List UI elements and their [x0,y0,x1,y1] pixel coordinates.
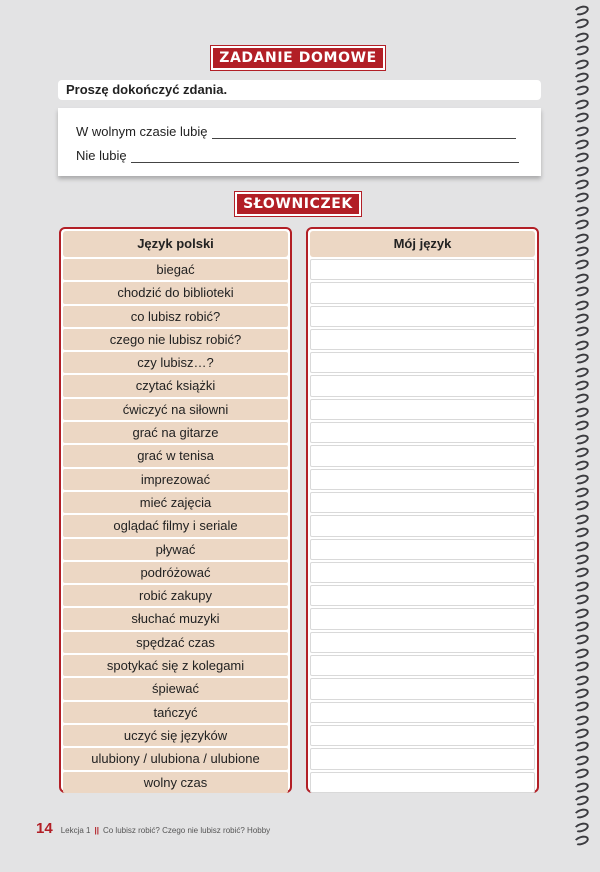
sentence-1-blank[interactable] [212,126,516,139]
lesson-label: Lekcja 1 [60,826,91,835]
spiral-coil-icon [572,272,589,285]
translation-cell[interactable] [310,632,535,653]
glossary-row: podróżować [63,562,288,583]
polish-column-header: Język polski [63,231,288,257]
spiral-coil-icon [572,365,589,378]
spiral-coil-icon [572,98,589,111]
glossary-row: czytać książki [63,375,288,396]
sentence-line-2 [76,148,519,163]
glossary-row: słuchać muzyki [63,608,288,629]
translation-cell[interactable] [310,282,535,303]
spiral-coil-icon [572,124,589,137]
glossary-row: spędzać czas [63,632,288,653]
glossary-row: mieć zajęcia [63,492,288,513]
spiral-coil-icon [572,84,589,97]
translation-cell[interactable] [310,655,535,676]
spiral-coil-icon [572,473,589,486]
spiral-coil-icon [572,419,589,432]
glossary-row: grać w tenisa [63,445,288,466]
spiral-coil-icon [572,232,589,245]
spiral-coil-icon [572,446,589,459]
glossary-row: spotykać się z kolegami [63,655,288,676]
translation-cell[interactable] [310,725,535,746]
glossary-row: co lubisz robić? [63,306,288,327]
sentence-line-1 [76,124,516,139]
spiral-coil-icon [572,606,589,619]
spiral-coil-icon [572,459,589,472]
spiral-coil-icon [572,499,589,512]
spiral-coil-icon [572,781,589,794]
spiral-coil-icon [572,660,589,673]
glossary-row: czego nie lubisz robić? [63,329,288,350]
spiral-coil-icon [572,4,589,17]
footer-separator: || [94,826,99,835]
spiral-coil-icon [572,312,589,325]
spiral-binding [562,4,600,868]
spiral-coil-icon [572,486,589,499]
translation-cell[interactable] [310,352,535,373]
glossary-row: pływać [63,539,288,560]
spiral-coil-icon [572,647,589,660]
spiral-coil-icon [572,151,589,164]
translation-cell[interactable] [310,492,535,513]
translation-cell[interactable] [310,306,535,327]
glossary-row: wolny czas [63,772,288,793]
page-footer [36,820,270,837]
glossary-row: ulubiony / ulubiona / ulubione [63,748,288,769]
sentence-card [58,108,541,176]
instruction-bar: Proszę dokończyć zdania. [58,80,541,100]
glossary-row: biegać [63,259,288,280]
spiral-coil-icon [572,633,589,646]
spiral-coil-icon [572,807,589,820]
spiral-coil-icon [572,821,589,834]
translation-cell[interactable] [310,375,535,396]
glossary-row: chodzić do biblioteki [63,282,288,303]
glossary-row: grać na gitarze [63,422,288,443]
spiral-coil-icon [572,620,589,633]
translation-cell[interactable] [310,399,535,420]
glossary-heading [0,192,596,216]
spiral-coil-icon [572,553,589,566]
translation-cell[interactable] [310,259,535,280]
spiral-coil-icon [572,566,589,579]
spiral-coil-icon [572,258,589,271]
glossary-row: czy lubisz…? [63,352,288,373]
spiral-coil-icon [572,138,589,151]
translation-cell[interactable] [310,678,535,699]
spiral-coil-icon [572,339,589,352]
spiral-coil-icon [572,673,589,686]
spiral-coil-icon [572,740,589,753]
spiral-coil-icon [572,325,589,338]
spiral-coil-icon [572,754,589,767]
homework-heading [0,46,596,70]
spiral-coil-icon [572,687,589,700]
translation-cell[interactable] [310,772,535,793]
spiral-coil-icon [572,218,589,231]
spiral-coil-icon [572,17,589,30]
spiral-coil-icon [572,111,589,124]
spiral-coil-icon [572,580,589,593]
translation-cell[interactable] [310,702,535,723]
translation-cell[interactable] [310,562,535,583]
spiral-coil-icon [572,767,589,780]
translation-cell[interactable] [310,329,535,350]
glossary-row: robić zakupy [63,585,288,606]
glossary-row: imprezować [63,469,288,490]
spiral-coil-icon [572,513,589,526]
spiral-coil-icon [572,593,589,606]
spiral-coil-icon [572,714,589,727]
spiral-coil-icon [572,31,589,44]
glossary-row: ćwiczyć na siłowni [63,399,288,420]
glossary-row: oglądać filmy i seriale [63,515,288,536]
glossary-row: tańczyć [63,702,288,723]
spiral-coil-icon [572,285,589,298]
spiral-coil-icon [572,700,589,713]
polish-column [59,227,292,793]
spiral-coil-icon [572,178,589,191]
spiral-coil-icon [572,352,589,365]
translation-cell[interactable] [310,539,535,560]
sentence-2-blank[interactable] [131,150,519,163]
spiral-coil-icon [572,165,589,178]
translation-cell[interactable] [310,748,535,769]
spiral-coil-icon [572,379,589,392]
spiral-coil-icon [572,298,589,311]
my-language-column [306,227,539,793]
translation-cell[interactable] [310,608,535,629]
spiral-coil-icon [572,245,589,258]
translation-cell[interactable] [310,585,535,606]
translation-cell[interactable] [310,469,535,490]
glossary-title: SŁOWNICZEK [235,192,361,216]
translation-cell[interactable] [310,515,535,536]
translation-cell[interactable] [310,445,535,466]
lesson-title: Co lubisz robić? Czego nie lubisz robić? Hobby [102,826,271,835]
glossary-row: uczyć się języków [63,725,288,746]
page-number: 14 [36,820,53,837]
spiral-coil-icon [572,526,589,539]
spiral-coil-icon [572,727,589,740]
spiral-coil-icon [572,71,589,84]
sentence-1-text: W wolnym czasie lubię [76,124,208,139]
glossary-row: śpiewać [63,678,288,699]
sentence-2-text: Nie lubię [76,148,127,163]
translation-cell[interactable] [310,422,535,443]
homework-title: ZADANIE DOMOWE [211,46,385,70]
spiral-coil-icon [572,432,589,445]
spiral-coil-icon [572,834,589,847]
spiral-coil-icon [572,392,589,405]
spiral-coil-icon [572,406,589,419]
spiral-coil-icon [572,794,589,807]
spiral-coil-icon [572,540,589,553]
my-language-column-header: Mój język [310,231,535,257]
